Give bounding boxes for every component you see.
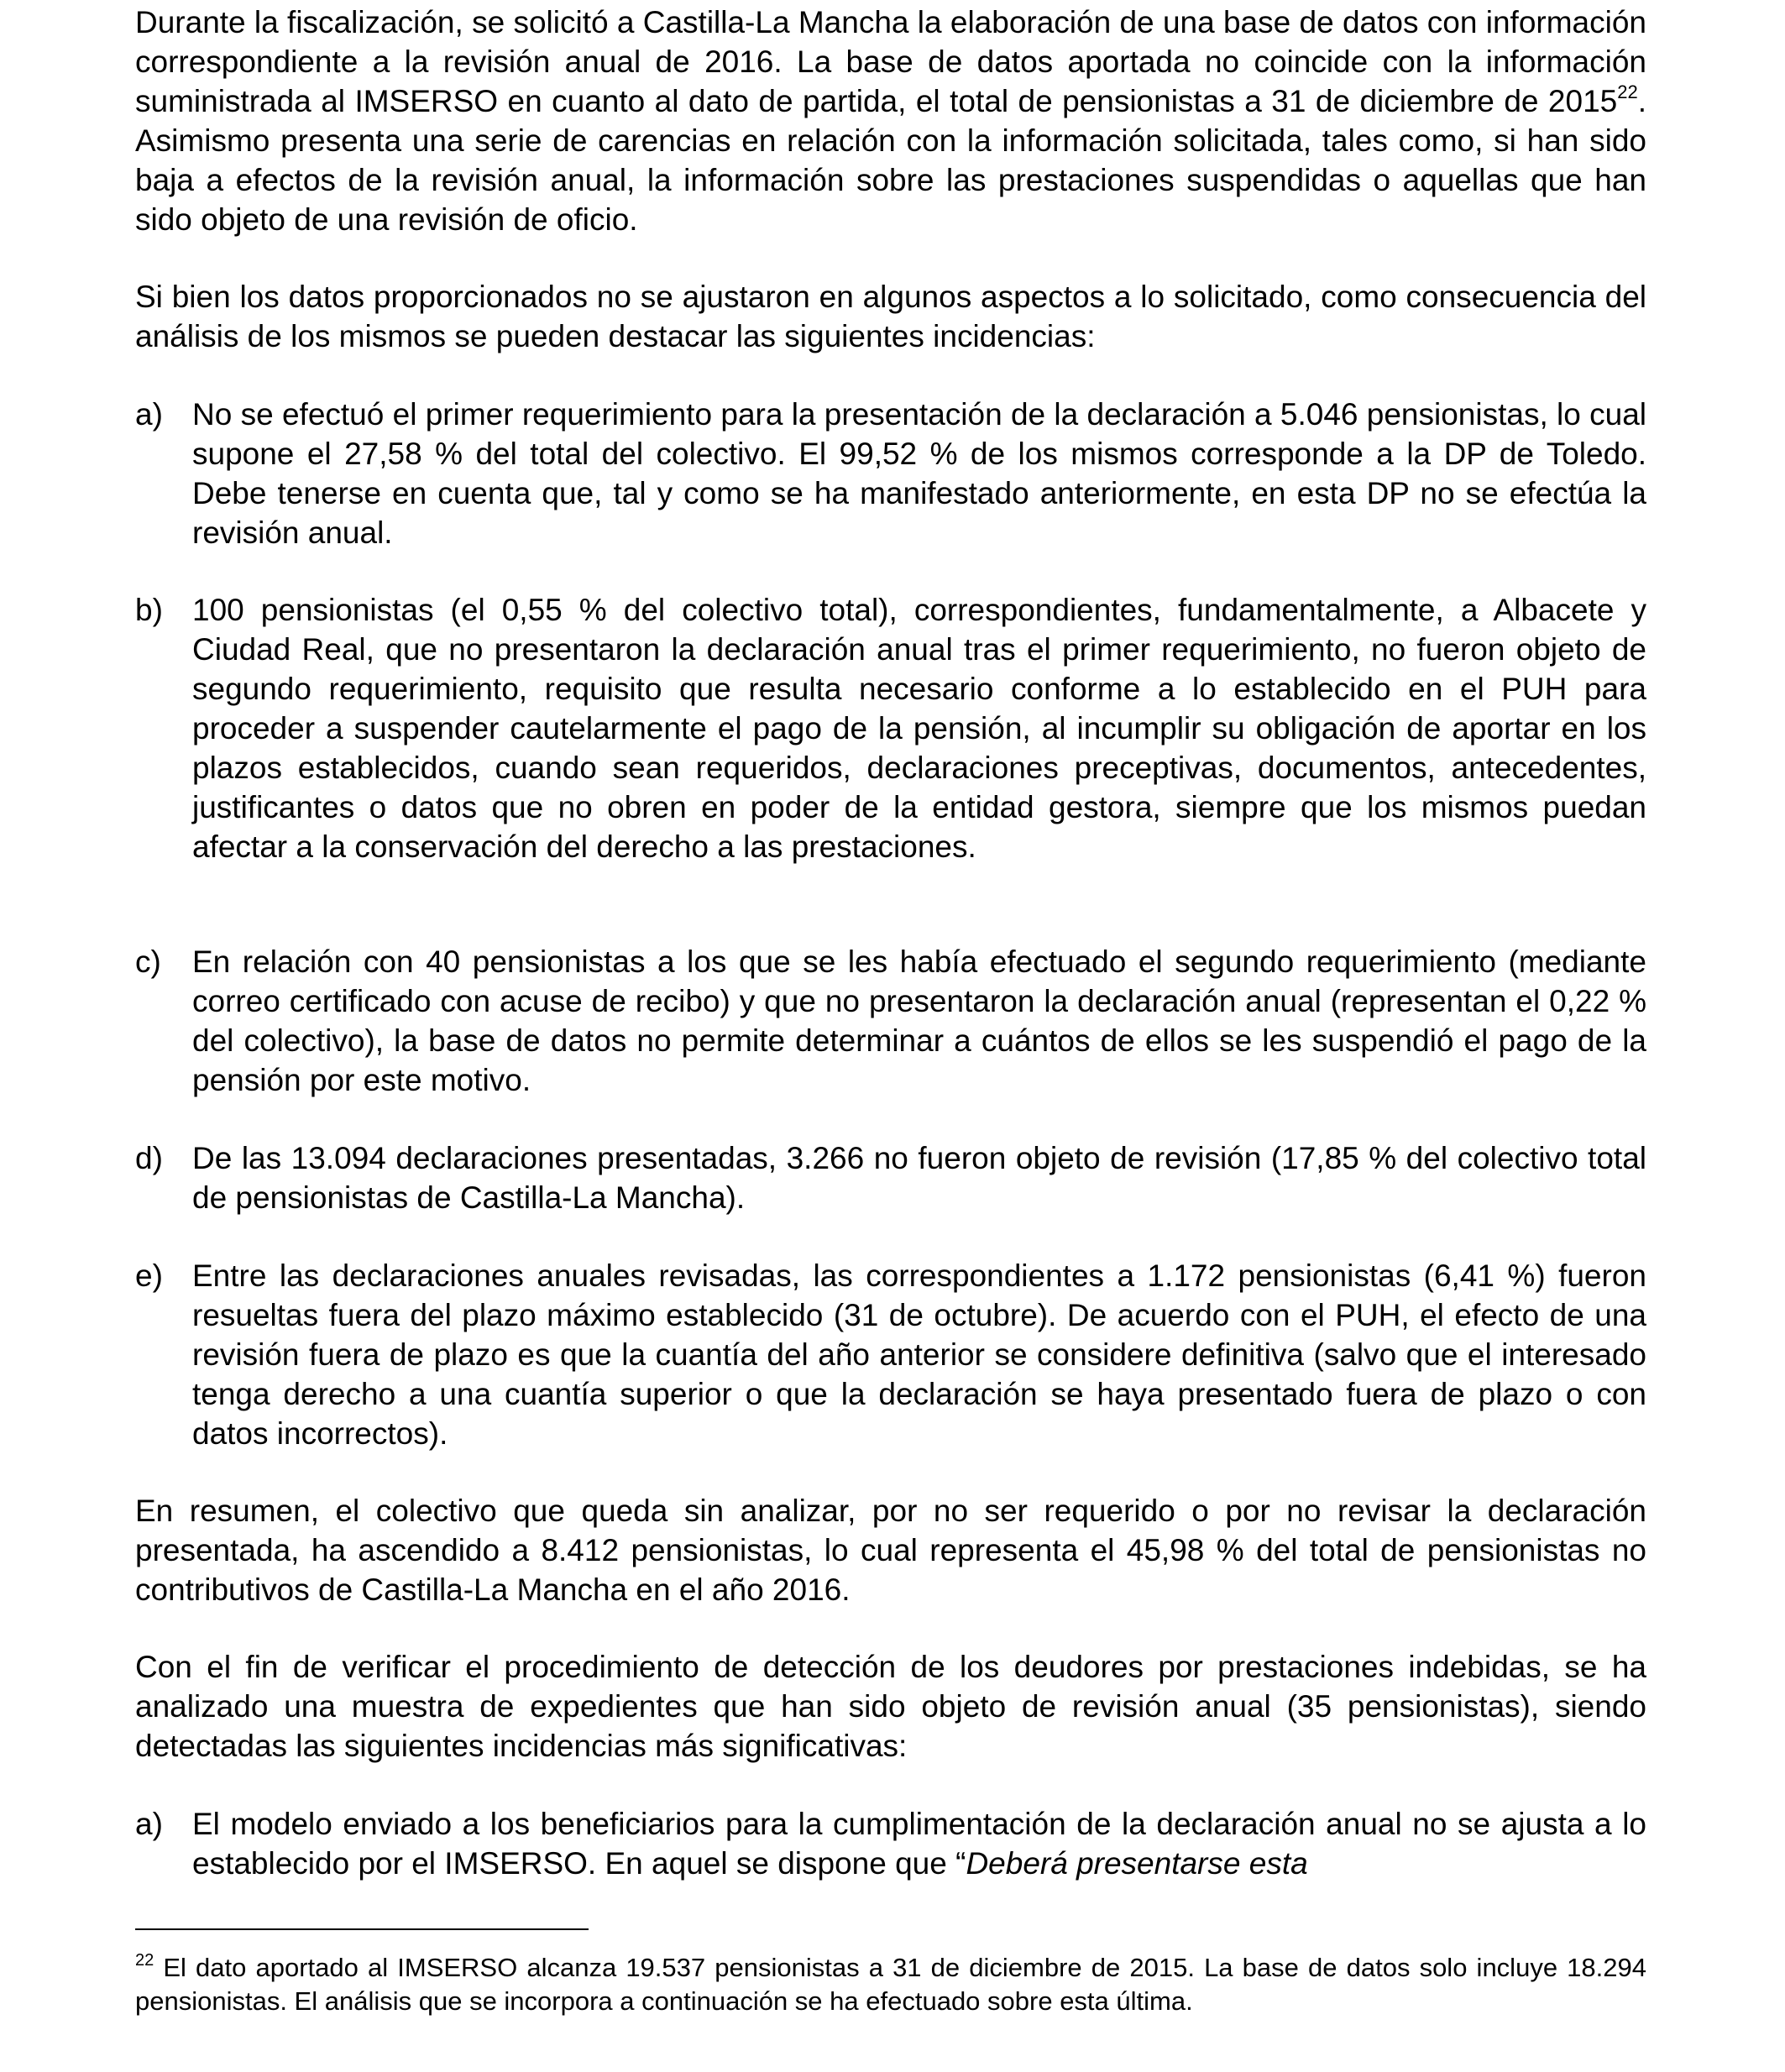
list-item-letter: a) — [135, 1807, 163, 1841]
italic-quote: Deberá presentarse esta — [966, 1846, 1308, 1881]
paragraph-summary: En resumen, el colectivo que queda sin analizar, por no ser requerido o por no revisar la declaración presentada, ha ascendido a 8.412 pensionistas, lo cual representa el 45,98 % del total de pensionistas no contributivos de Castilla-La Mancha en el año 2016. — [135, 1494, 1646, 1607]
list-item-letter: a) — [135, 397, 163, 432]
list-item-letter: d) — [135, 1141, 163, 1175]
list-item — [135, 1804, 1646, 1883]
list-item — [135, 590, 1646, 866]
footnote — [135, 1951, 1646, 2018]
list-item — [135, 395, 1646, 552]
footnote-text: El dato aportado al IMSERSO alcanza 19.537 pensionistas a 31 de diciembre de 2015. La base de datos solo incluye 18.294 pensionistas. El análisis que se incorpora a continuación se ha efectuado sobre esta última. — [135, 1953, 1646, 2016]
list-item-text: El modelo enviado a los beneficiarios para la cumplimentación de la declaración anual no se ajusta a lo establecido por el IMSERSO. En aquel se dispone que “Deberá presentarse esta — [192, 1807, 1646, 1881]
list-item — [135, 942, 1646, 1100]
list-item-text: 100 pensionistas (el 0,55 % del colectivo total), correspondientes, fundamentalmente, a Albacete y Ciudad Real, que no presentaron la declaración anual tras el primer requerimiento, no fueron objeto de segundo requerimiento, requisito que resulta necesario conforme a lo establecido en el PUH para proceder a suspender cautelarmente el pago de la pensión, al incumplir su obligación de aportar en los plazos establecidos, cuando sean requeridos, declaraciones preceptivas, documentos, antecedentes, justificantes o datos que no obren en poder de la entidad gestora, siempre que los mismos puedan afectar a la conservación del derecho a las prestaciones. — [192, 593, 1646, 864]
paragraph-sample-analysis: Con el fin de verificar el procedimiento de detección de los deudores por prestaciones indebidas, se ha analizado una muestra de expedientes que han sido objeto de revisión anual (35 pensionistas), siendo detectadas las siguientes incidencias más significativas: — [135, 1650, 1646, 1763]
list-item-letter: e) — [135, 1258, 163, 1293]
list-item-text: En relación con 40 pensionistas a los que se les había efectuado el segundo requerimiento (mediante correo certificado con acuse de recibo) y que no presentaron la declaración anual (representan el 0,22 % del colectivo), la base de datos no permite determinar a cuántos de ellos se les suspendió el pago de la pensión por este motivo. — [192, 944, 1646, 1097]
paragraph-incidents-intro: Si bien los datos proporcionados no se ajustaron en algunos aspectos a lo solicitado, como consecuencia del análisis de los mismos se pueden destacar las siguientes incidencias: — [135, 280, 1646, 353]
list-item — [135, 1138, 1646, 1217]
footnote-reference[interactable]: 22 — [1617, 81, 1638, 102]
list-item-letter: b) — [135, 593, 163, 627]
list-item-text: De las 13.094 declaraciones presentadas, 3.266 no fueron objeto de revisión (17,85 % del colectivo total de pensionistas de Castilla-La Mancha). — [192, 1141, 1646, 1215]
list-item — [135, 1256, 1646, 1453]
footnote-divider — [135, 1928, 589, 1930]
list-item-text: No se efectuó el primer requerimiento para la presentación de la declaración a 5.046 pensionistas, lo cual supone el 27,58 % del total del colectivo. El 99,52 % de los mismos corresponde a la DP de Toledo. Debe tenerse en cuenta que, tal y como se ha manifestado anteriormente, en esta DP no se efectúa la revisión anual. — [192, 397, 1646, 550]
list-item-letter: c) — [135, 944, 161, 979]
paragraph-database-request: Durante la fiscalización, se solicitó a Castilla-La Mancha la elaboración de una base de datos con información correspondiente a la revisión anual de 2016. La base de datos aportada no coincide con la información suministrada al IMSERSO en cuanto al dato de partida, el total de pensionistas a 31 de diciembre de 2015$^{22}$. Asimismo presenta una serie de carencias en relación con la información solicitada, tales como, si han sido baja a efectos de la revisión anual, la información sobre las prestaciones suspendidas o aquellas que han sido objeto de una revisión de oficio. — [135, 5, 1646, 237]
list-item-text: Entre las declaraciones anuales revisadas, las correspondientes a 1.172 pensionistas (6,41 %) fueron resueltas fuera del plazo máximo establecido (31 de octubre). De acuerdo con el PUH, el efecto de una revisión fuera de plazo es que la cuantía del año anterior se considere definitiva (salvo que el interesado tenga derecho a una cuantía superior o que la declaración se haya presentado fuera de plazo o con datos incorrectos). — [192, 1258, 1646, 1451]
footnote-number: 22 — [135, 1950, 154, 1970]
